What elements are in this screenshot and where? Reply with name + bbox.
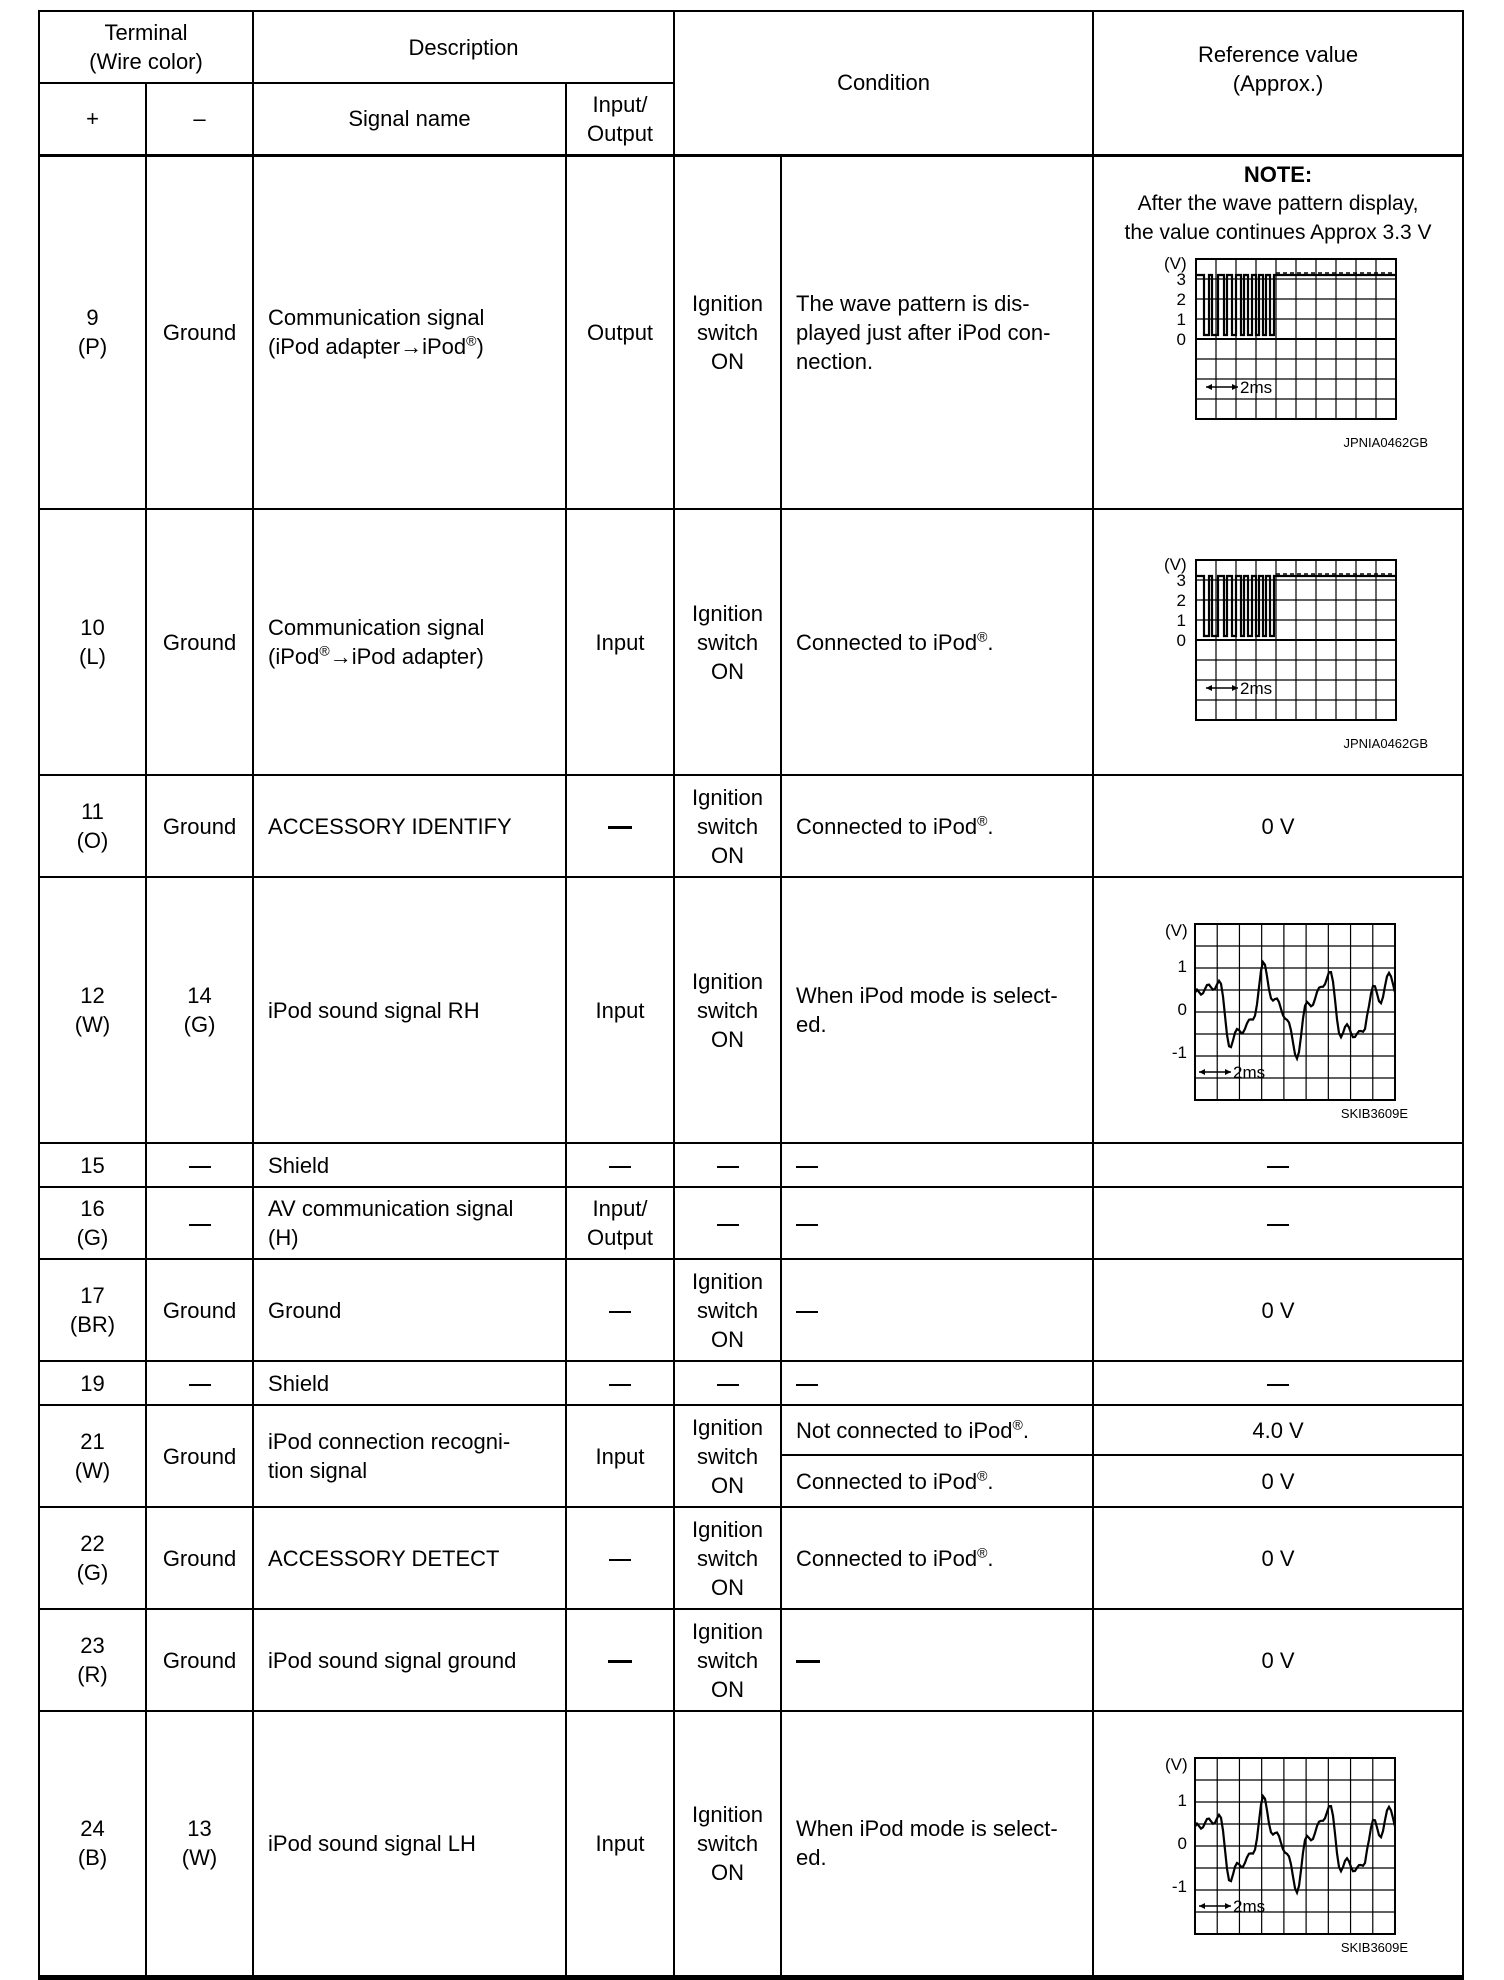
condition-text xyxy=(781,509,1093,775)
switch-line2: switch xyxy=(696,1297,759,1323)
dash-mark xyxy=(608,1660,632,1663)
condition-text xyxy=(781,1609,1093,1711)
dash-mark xyxy=(609,1384,631,1386)
table-row xyxy=(39,1361,1463,1405)
terminal-minus: Ground xyxy=(146,1507,253,1609)
note-line2: the value continues Approx 3.3 V xyxy=(1124,220,1432,244)
header-plus: + xyxy=(39,83,146,155)
wire-color: (B) xyxy=(77,1845,108,1871)
dash-mark xyxy=(717,1166,739,1168)
switch-line2: switch xyxy=(696,1647,759,1673)
input-output: Output xyxy=(566,155,674,509)
switch-line2: switch xyxy=(696,319,759,345)
digital-waveform xyxy=(1148,247,1408,435)
reference-value xyxy=(1093,509,1463,775)
condition-line2: played just after iPod con- xyxy=(796,319,1051,345)
ignition-switch xyxy=(674,1609,781,1711)
table-row xyxy=(39,877,1463,1143)
switch-line2: switch xyxy=(696,813,759,839)
header-minus: – xyxy=(146,83,253,155)
figure-code: JPNIA0462GB xyxy=(1343,736,1429,751)
terminal-minus xyxy=(146,877,253,1143)
table-row xyxy=(39,155,1463,509)
condition-line2: ed. xyxy=(796,1012,827,1037)
audio-signal-trace xyxy=(1195,962,1395,1059)
terminal-plus xyxy=(39,1507,146,1609)
reference-value: 0 V xyxy=(1093,1507,1463,1609)
table-row xyxy=(39,1143,1463,1187)
registered-mark: ® xyxy=(466,332,477,349)
switch-line3: ON xyxy=(711,348,745,374)
ignition-switch xyxy=(674,509,781,775)
ignition-switch xyxy=(674,1187,781,1259)
condition-text-tail: . xyxy=(1022,1417,1029,1443)
reference-value xyxy=(1093,1361,1463,1405)
terminal-minus: Ground xyxy=(146,509,253,775)
wave-tick-label: 0 xyxy=(1177,1834,1188,1853)
header-terminal xyxy=(39,11,253,83)
signal-name: ACCESSORY IDENTIFY xyxy=(253,775,566,877)
terminal-minus-number: 13 xyxy=(187,1816,212,1842)
terminal-minus: Ground xyxy=(146,1405,253,1507)
wire-color: (G) xyxy=(76,1560,109,1585)
condition-text-tail: . xyxy=(987,629,994,655)
condition-text-main: Connected to iPod xyxy=(796,1468,978,1494)
wave-time-label: 2ms xyxy=(1233,1063,1266,1082)
table-row xyxy=(39,509,1463,775)
wave-time-label: 2ms xyxy=(1233,1897,1266,1916)
input-output xyxy=(566,1361,674,1405)
note-title: NOTE: xyxy=(1243,161,1313,187)
signal-name: Ground xyxy=(253,1259,566,1361)
terminal-plus xyxy=(39,1609,146,1711)
figure-code: JPNIA0462GB xyxy=(1343,434,1429,450)
input-output xyxy=(566,1507,674,1609)
audio-signal-trace xyxy=(1195,1796,1395,1893)
wave-tick-label: 0 xyxy=(1177,1000,1188,1019)
terminal-plus xyxy=(39,1711,146,1977)
wire-color: (R) xyxy=(77,1662,108,1687)
wave-time-label: 2ms xyxy=(1240,377,1273,397)
dash-mark xyxy=(796,1166,818,1168)
table-row xyxy=(39,775,1463,877)
io-line2: Output xyxy=(587,1225,654,1250)
wave-tick-label: 2 xyxy=(1176,289,1187,309)
ignition-switch xyxy=(674,1711,781,1977)
terminal-plus xyxy=(39,775,146,877)
signal-name xyxy=(253,155,566,509)
digital-waveform xyxy=(1148,548,1408,736)
wire-color: (O) xyxy=(76,828,109,853)
signal-name-line2 xyxy=(268,642,557,671)
terminal-minus xyxy=(146,1711,253,1977)
ignition-switch xyxy=(674,155,781,509)
condition-text-main: Connected to iPod xyxy=(796,629,978,655)
signal-name: Shield xyxy=(253,1143,566,1187)
switch-line1: Ignition xyxy=(692,1618,763,1644)
wire-color: (L) xyxy=(79,644,106,669)
condition-text xyxy=(781,877,1093,1143)
terminal-minus xyxy=(146,1143,253,1187)
signal-name-line2 xyxy=(268,332,557,361)
ignition-switch xyxy=(674,1361,781,1405)
dash-mark xyxy=(717,1384,739,1386)
terminal-minus: Ground xyxy=(146,775,253,877)
terminal-reference-table xyxy=(38,10,1464,1980)
dash-mark xyxy=(1267,1166,1289,1168)
dash-mark xyxy=(796,1311,818,1313)
condition-text xyxy=(781,1361,1093,1405)
dash-mark xyxy=(717,1224,739,1226)
switch-line1: Ignition xyxy=(692,968,763,994)
input-output xyxy=(566,775,674,877)
wire-color: (P) xyxy=(77,334,108,360)
registered-mark: ® xyxy=(977,812,988,829)
wire-color: (G) xyxy=(76,1225,109,1250)
analog-waveform xyxy=(1143,1750,1413,1940)
reference-value: 4.0 V xyxy=(1093,1405,1463,1455)
dash-mark xyxy=(796,1224,818,1226)
registered-mark: ® xyxy=(1012,1416,1023,1433)
signal-name: iPod sound signal ground xyxy=(253,1609,566,1711)
terminal-plus xyxy=(39,1405,146,1507)
terminal-plus xyxy=(39,1187,146,1259)
condition-text xyxy=(781,775,1093,877)
switch-line1: Ignition xyxy=(692,1801,763,1827)
condition-text xyxy=(781,1143,1093,1187)
signal-name-line1: iPod connection recogni- xyxy=(268,1429,511,1454)
terminal-number: 11 xyxy=(81,799,104,824)
signal-name-line2: (H) xyxy=(268,1225,299,1250)
dash-mark xyxy=(609,1559,631,1561)
dash-mark xyxy=(609,1166,631,1168)
input-output xyxy=(566,1259,674,1361)
switch-line3: ON xyxy=(711,1326,745,1352)
signal-name: iPod sound signal RH xyxy=(253,877,566,1143)
signal-name: Shield xyxy=(253,1361,566,1405)
condition-text xyxy=(781,1711,1093,1977)
terminal-number: 9 xyxy=(86,305,99,331)
condition-line2: ed. xyxy=(796,1845,827,1871)
terminal-number: 21 xyxy=(80,1429,105,1454)
input-output: Input xyxy=(566,509,674,775)
dash-mark xyxy=(189,1384,211,1386)
header-io-line2: Output xyxy=(587,120,654,146)
switch-line1: Ignition xyxy=(692,1516,763,1542)
terminal-table-container xyxy=(38,10,1462,1980)
switch-line2: switch xyxy=(696,1545,759,1571)
signal-name-tail: →iPod adapter) xyxy=(329,644,484,669)
input-output xyxy=(566,1187,674,1259)
wave-unit-label: (V) xyxy=(1164,555,1187,574)
header-reference-label: Reference value xyxy=(1197,41,1359,67)
ignition-switch xyxy=(674,1507,781,1609)
wave-tick-label: 2 xyxy=(1176,591,1187,610)
ignition-switch xyxy=(674,1143,781,1187)
terminal-number: 17 xyxy=(80,1283,105,1308)
switch-line2: switch xyxy=(696,1443,759,1469)
switch-line2: switch xyxy=(696,629,759,655)
condition-text xyxy=(781,1187,1093,1259)
signal-name: iPod sound signal LH xyxy=(253,1711,566,1977)
wave-unit-label: (V) xyxy=(1164,253,1187,273)
header-wire-color-label: (Wire color) xyxy=(89,49,203,74)
switch-line1: Ignition xyxy=(692,600,763,626)
signal-name xyxy=(253,1405,566,1507)
terminal-minus-wire: (W) xyxy=(181,1845,218,1871)
condition-text xyxy=(781,1507,1093,1609)
condition-text-tail: . xyxy=(987,1468,994,1494)
condition-text xyxy=(781,155,1093,509)
switch-line1: Ignition xyxy=(692,290,763,316)
registered-mark: ® xyxy=(977,1544,988,1561)
terminal-plus xyxy=(39,155,146,509)
terminal-plus: 19 xyxy=(39,1361,146,1405)
switch-line3: ON xyxy=(711,842,745,868)
input-output: Input xyxy=(566,877,674,1143)
switch-line3: ON xyxy=(711,1859,745,1885)
terminal-number: 12 xyxy=(80,983,105,1008)
terminal-minus xyxy=(146,1187,253,1259)
header-description: Description xyxy=(253,11,674,83)
condition-text xyxy=(781,1455,1093,1507)
terminal-minus: Ground xyxy=(146,155,253,509)
header-reference-value xyxy=(1093,11,1463,155)
input-output: Input xyxy=(566,1711,674,1977)
registered-mark: ® xyxy=(319,642,330,659)
terminal-number: 24 xyxy=(80,1816,105,1842)
switch-line3: ON xyxy=(711,658,745,684)
wave-tick-label: 0 xyxy=(1176,329,1187,349)
wave-tick-label: 3 xyxy=(1176,269,1187,289)
dash-mark xyxy=(189,1224,211,1226)
signal-name-line1: Communication signal xyxy=(268,305,485,331)
switch-line1: Ignition xyxy=(692,784,763,810)
ignition-switch xyxy=(674,1259,781,1361)
wave-tick-label: 3 xyxy=(1176,571,1187,590)
terminal-number: 10 xyxy=(80,615,105,640)
signal-name-line1: AV communication signal xyxy=(268,1196,514,1221)
switch-line3: ON xyxy=(711,1574,745,1600)
condition-text-tail: . xyxy=(987,813,994,839)
condition-text xyxy=(781,1405,1093,1455)
signal-name-text: (iPod adapter→iPod xyxy=(268,334,467,360)
table-row xyxy=(39,1259,1463,1361)
signal-name: ACCESSORY DETECT xyxy=(253,1507,566,1609)
ignition-switch xyxy=(674,775,781,877)
wave-tick-label: 1 xyxy=(1176,611,1187,630)
wave-tick-label: 1 xyxy=(1177,957,1188,976)
registered-mark: ® xyxy=(977,628,988,645)
condition-text-main: Connected to iPod xyxy=(796,813,978,839)
wire-color: (W) xyxy=(74,1012,111,1037)
reference-value: 0 V xyxy=(1093,1609,1463,1711)
terminal-minus: Ground xyxy=(146,1609,253,1711)
wave-tick-label: -1 xyxy=(1171,1877,1188,1896)
switch-line3: ON xyxy=(711,1676,745,1702)
wave-tick-label: 1 xyxy=(1177,1791,1188,1810)
switch-line1: Ignition xyxy=(692,1414,763,1440)
reference-value: 0 V xyxy=(1093,1259,1463,1361)
switch-line1: Ignition xyxy=(692,1268,763,1294)
condition-text-main: Connected to iPod xyxy=(796,1545,978,1571)
signal-name xyxy=(253,509,566,775)
dash-mark xyxy=(796,1660,820,1663)
registered-mark: ® xyxy=(977,1467,988,1484)
table-row xyxy=(39,1187,1463,1259)
dash-mark xyxy=(609,1311,631,1313)
terminal-plus xyxy=(39,1259,146,1361)
figure-code: SKIB3609E xyxy=(1340,1106,1409,1121)
reference-value xyxy=(1093,155,1463,509)
header-condition: Condition xyxy=(674,11,1093,155)
reference-value xyxy=(1093,1711,1463,1977)
terminal-minus: Ground xyxy=(146,1259,253,1361)
signal-name-line1: Communication signal xyxy=(268,615,485,640)
wave-tick-label: -1 xyxy=(1171,1043,1188,1062)
header-signal-name: Signal name xyxy=(253,83,566,155)
input-output: Input xyxy=(566,1405,674,1507)
terminal-plus xyxy=(39,509,146,775)
condition-line3: nection. xyxy=(796,348,874,374)
reference-value xyxy=(1093,1187,1463,1259)
io-line1: Input/ xyxy=(592,1196,648,1221)
switch-line3: ON xyxy=(711,1472,745,1498)
condition-line1: When iPod mode is select- xyxy=(796,1816,1058,1842)
header-approx-label: (Approx.) xyxy=(1232,70,1324,96)
table-row xyxy=(39,1405,1463,1455)
dash-mark xyxy=(1267,1224,1289,1226)
input-output xyxy=(566,1143,674,1187)
reference-value: 0 V xyxy=(1093,1455,1463,1507)
switch-line2: switch xyxy=(696,997,759,1023)
switch-line3: ON xyxy=(711,1026,745,1052)
input-output xyxy=(566,1609,674,1711)
signal-name-text: (iPod xyxy=(268,644,320,669)
ignition-switch xyxy=(674,1405,781,1507)
condition-line1: The wave pattern is dis- xyxy=(796,290,1030,316)
wave-unit-label: (V) xyxy=(1165,921,1188,940)
dash-mark xyxy=(796,1384,818,1386)
terminal-minus-number: 14 xyxy=(187,983,212,1008)
ignition-switch xyxy=(674,877,781,1143)
signal-name-tail: ) xyxy=(476,334,484,360)
terminal-number: 22 xyxy=(80,1531,105,1556)
figure-code: SKIB3609E xyxy=(1340,1940,1409,1955)
switch-line2: switch xyxy=(696,1830,759,1856)
condition-text-main: Not connected to iPod xyxy=(796,1417,1013,1443)
condition-text-tail: . xyxy=(987,1545,994,1571)
reference-value: 0 V xyxy=(1093,775,1463,877)
terminal-minus-wire: (G) xyxy=(183,1012,216,1037)
terminal-number: 23 xyxy=(80,1633,105,1658)
terminal-plus xyxy=(39,877,146,1143)
reference-value xyxy=(1093,877,1463,1143)
condition-text xyxy=(781,1259,1093,1361)
terminal-minus xyxy=(146,1361,253,1405)
signal-name-line2: tion signal xyxy=(268,1458,368,1483)
wire-color: (BR) xyxy=(69,1312,116,1337)
dash-mark xyxy=(608,826,632,829)
wave-time-label: 2ms xyxy=(1240,679,1273,698)
note-line1: After the wave pattern display, xyxy=(1137,191,1419,215)
wave-tick-label: 1 xyxy=(1176,309,1187,329)
condition-line1: When iPod mode is select- xyxy=(796,983,1058,1008)
header-terminal-label: Terminal xyxy=(104,20,188,45)
dash-mark xyxy=(189,1166,211,1168)
wire-color: (W) xyxy=(74,1458,111,1483)
signal-name xyxy=(253,1187,566,1259)
terminal-plus: 15 xyxy=(39,1143,146,1187)
terminal-number: 16 xyxy=(80,1196,105,1221)
dash-mark xyxy=(1267,1384,1289,1386)
reference-value xyxy=(1093,1143,1463,1187)
header-input-output xyxy=(566,83,674,155)
analog-waveform xyxy=(1143,916,1413,1106)
header-io-line1: Input/ xyxy=(592,91,648,117)
table-row xyxy=(39,1711,1463,1977)
table-row xyxy=(39,1609,1463,1711)
table-row xyxy=(39,1507,1463,1609)
wave-tick-label: 0 xyxy=(1176,631,1187,650)
wave-unit-label: (V) xyxy=(1165,1755,1188,1774)
